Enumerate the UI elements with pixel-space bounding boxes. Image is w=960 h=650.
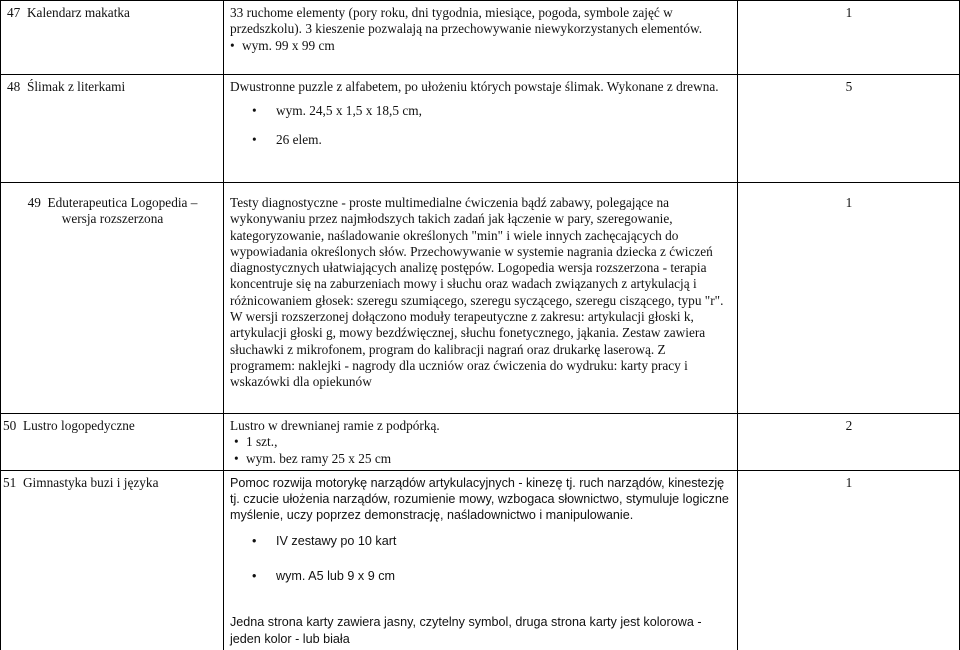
table-row xyxy=(1,414,960,471)
description-text: 33 ruchome elementy (pory roku, dni tygodnia, miesiące, pogoda, symbole zajęć w przedszkolu). 3 kieszenie pozwalają na przechowywanie niewykorzystanych elementów. xyxy=(230,5,703,37)
name-cell xyxy=(1,470,224,650)
spec-list xyxy=(230,434,732,467)
description-note: Jedna strona karty zawiera jasny, czytelny symbol, druga strona karty jest kolorowa - jeden kolor - lub biała xyxy=(230,615,702,646)
row-number: 51 xyxy=(3,474,17,490)
quantity: 5 xyxy=(845,79,853,94)
description-text: W wersji rozszerzonej dołączono moduły terapeutyczne z zakresu: artykulacji głoski k, artykulacji głoski g, mowy bezdźwięcznej, słuchu fonetycznego, jąkania. Zestaw zawiera słuchawki z mikrofonem, program do kalibracji nagrań oraz drukarkę laserową. Z programem: naklejki - nagrody dla uczniów oraz ćwiczenia do wydruku: karty pracy i wskazówki dla opiekunów xyxy=(230,309,706,390)
quantity: 1 xyxy=(845,474,853,490)
product-name-line1: Eduterapeutica Logopedia – xyxy=(47,195,198,210)
description-text: Pomoc rozwija motorykę narządów artykulacyjnych - kinezę tj. ruch narządów, kinestezję tj. czucie ułożenia narządów, rozumienie mowy, wzbogaca słownictwo, stymuluje logiczne myślenie, uczy poprzez demonstrację, naśladownictwo i manipulowanie. xyxy=(230,475,729,523)
name-cell xyxy=(1,414,224,471)
row-number: 47 xyxy=(7,5,21,20)
spec-list xyxy=(230,38,732,54)
name-cell xyxy=(1,75,224,183)
product-name: Lustro logopedyczne xyxy=(22,418,135,433)
description-cell xyxy=(224,1,738,75)
quantity-cell xyxy=(738,470,960,650)
spec-item: • 1 szt., xyxy=(234,434,732,450)
product-name: Ślimak z literkami xyxy=(26,79,126,94)
description-text: Lustro w drewnianej ramie z podpórką. xyxy=(230,418,440,433)
description-text: Testy diagnostyczne - proste multimedialne ćwiczenia bądź zabawy, polegające na wykonywaniu przez najmłodszych takich zadań jak łączenie w pary, szeregowanie, kategoryzowanie, naśladowanie określonych "min" i wiele innych zachęcających do wypowiadania określonych słów. Przechowywanie w systemie nagrania dziecka z ćwiczeń diagnostycznych ułatwiających analizę postępów. Logopedia wersja rozszerzona - terapia koncentruje się na zaburzeniach mowy i słuchu oraz wadach związanych z artykulacją i różnicowaniem głosek: szeregu szumiącego, szeregu syczącego, szeregu ciszącego, typu "r". xyxy=(230,195,724,308)
table-row xyxy=(1,1,960,75)
quantity: 1 xyxy=(845,5,853,20)
spec-item: • wym. 24,5 x 1,5 x 18,5 cm, xyxy=(230,103,732,119)
spec-item: • wym. bez ramy 25 x 25 cm xyxy=(234,451,732,467)
description-cell xyxy=(224,75,738,183)
quantity-cell xyxy=(738,183,960,414)
spec-item: • wym. A5 lub 9 x 9 cm xyxy=(230,568,732,584)
quantity-cell xyxy=(738,1,960,75)
table-row xyxy=(1,183,960,414)
spec-item: • IV zestawy po 10 kart xyxy=(230,533,732,549)
name-cell xyxy=(1,1,224,75)
spec-list xyxy=(230,533,732,585)
description-cell xyxy=(224,470,738,650)
quantity: 1 xyxy=(845,195,853,210)
row-number: 49 xyxy=(27,195,41,210)
description-cell xyxy=(224,183,738,414)
row-number: 50 xyxy=(3,418,17,433)
spec-item: • 26 elem. xyxy=(230,132,732,148)
product-name-line2: wersja rozszerzona xyxy=(61,211,164,227)
table-row xyxy=(1,470,960,650)
description-text: Dwustronne puzzle z alfabetem, po ułożeniu których powstaje ślimak. Wykonane z drewna. xyxy=(230,79,719,94)
row-number: 48 xyxy=(7,79,21,94)
name-cell xyxy=(1,183,224,414)
spec-list xyxy=(230,103,732,148)
spec-item: • wym. 99 x 99 cm xyxy=(230,38,732,54)
quantity-cell xyxy=(738,75,960,183)
quantity: 2 xyxy=(845,418,853,433)
description-cell xyxy=(224,414,738,471)
product-name: Gimnastyka buzi i języka xyxy=(22,474,159,490)
table-row xyxy=(1,75,960,183)
product-name: Kalendarz makatka xyxy=(26,5,130,20)
quantity-cell xyxy=(738,414,960,471)
